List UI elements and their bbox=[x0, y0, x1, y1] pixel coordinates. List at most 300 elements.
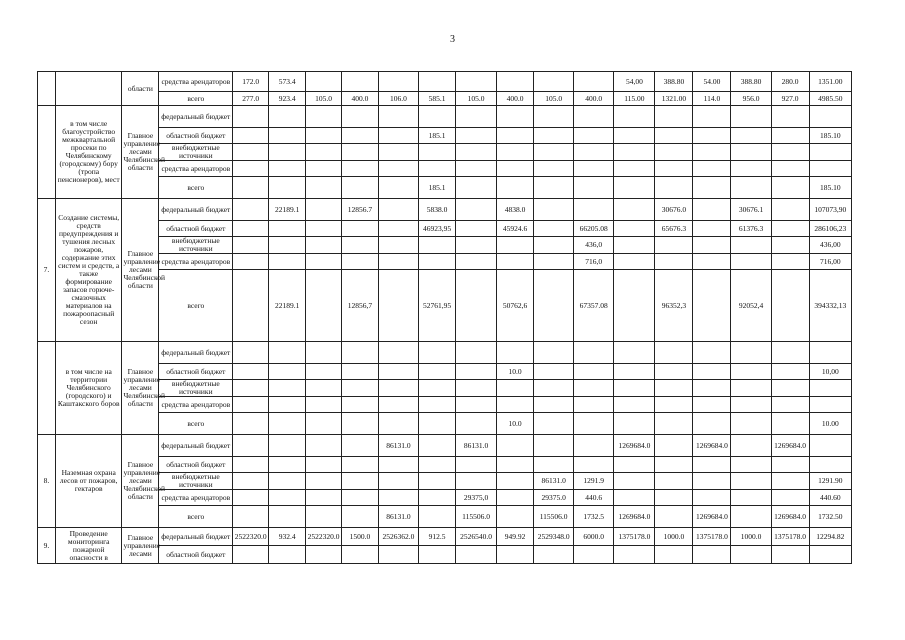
value-cell bbox=[771, 270, 809, 342]
value-cell bbox=[771, 490, 809, 506]
value-cell bbox=[574, 177, 614, 199]
value-cell bbox=[574, 106, 614, 128]
value-cell bbox=[534, 161, 574, 177]
funding-source-cell: всего bbox=[159, 92, 233, 106]
value-cell bbox=[233, 161, 269, 177]
funding-source-cell: внебюджетные источники bbox=[159, 237, 233, 254]
value-cell bbox=[455, 254, 496, 270]
value-cell bbox=[731, 177, 771, 199]
value-cell bbox=[497, 106, 534, 128]
value-cell: 585.1 bbox=[419, 92, 456, 106]
value-cell bbox=[693, 270, 731, 342]
value-cell bbox=[534, 457, 574, 473]
value-cell bbox=[574, 342, 614, 364]
value-cell bbox=[534, 435, 574, 457]
value-cell: 4838.0 bbox=[497, 199, 534, 221]
value-cell: 10.0 bbox=[497, 364, 534, 380]
value-cell: 1375178.0 bbox=[693, 528, 731, 546]
value-cell bbox=[306, 270, 342, 342]
value-cell bbox=[341, 128, 378, 144]
table-row bbox=[38, 237, 852, 254]
value-cell bbox=[455, 473, 496, 490]
value-cell bbox=[534, 106, 574, 128]
value-cell bbox=[497, 342, 534, 364]
value-cell bbox=[455, 72, 496, 92]
value-cell: 172.0 bbox=[233, 72, 269, 92]
value-cell bbox=[771, 457, 809, 473]
value-cell: 66205.08 bbox=[574, 221, 614, 237]
value-cell bbox=[306, 457, 342, 473]
value-cell bbox=[455, 106, 496, 128]
value-cell: 1269684.0 bbox=[693, 435, 731, 457]
table-row bbox=[38, 528, 852, 546]
value-cell bbox=[269, 457, 306, 473]
value-cell bbox=[574, 546, 614, 564]
value-cell: 115506.0 bbox=[534, 506, 574, 528]
value-cell bbox=[809, 144, 851, 161]
value-cell: 956.0 bbox=[731, 92, 771, 106]
value-cell: 1291.90 bbox=[809, 473, 851, 490]
value-cell: 22189.1 bbox=[269, 270, 306, 342]
value-cell: 114.0 bbox=[693, 92, 731, 106]
value-cell bbox=[614, 397, 655, 413]
value-cell bbox=[455, 128, 496, 144]
value-cell: 2529348.0 bbox=[534, 528, 574, 546]
value-cell: 1375178.0 bbox=[614, 528, 655, 546]
funding-source-cell: средства арендаторов bbox=[159, 490, 233, 506]
value-cell bbox=[419, 144, 456, 161]
value-cell bbox=[233, 506, 269, 528]
value-cell bbox=[378, 546, 418, 564]
value-cell bbox=[809, 397, 851, 413]
value-cell bbox=[655, 546, 693, 564]
value-cell bbox=[731, 237, 771, 254]
value-cell bbox=[455, 380, 496, 397]
value-cell bbox=[731, 397, 771, 413]
item-number-cell: 9. bbox=[38, 528, 56, 564]
value-cell bbox=[306, 506, 342, 528]
value-cell bbox=[809, 106, 851, 128]
value-cell: 5838.0 bbox=[419, 199, 456, 221]
value-cell bbox=[341, 144, 378, 161]
value-cell: 106.0 bbox=[378, 92, 418, 106]
value-cell bbox=[655, 473, 693, 490]
value-cell bbox=[269, 506, 306, 528]
executor-cell: Главное управление лесами bbox=[122, 528, 159, 564]
value-cell bbox=[771, 161, 809, 177]
value-cell bbox=[731, 342, 771, 364]
value-cell bbox=[497, 490, 534, 506]
value-cell bbox=[269, 237, 306, 254]
value-cell bbox=[534, 342, 574, 364]
value-cell bbox=[233, 397, 269, 413]
value-cell bbox=[497, 161, 534, 177]
value-cell bbox=[771, 364, 809, 380]
value-cell bbox=[574, 435, 614, 457]
value-cell: 54,00 bbox=[614, 72, 655, 92]
value-cell: 927.0 bbox=[771, 92, 809, 106]
value-cell: 10,00 bbox=[809, 364, 851, 380]
value-cell bbox=[419, 380, 456, 397]
value-cell bbox=[269, 473, 306, 490]
value-cell bbox=[233, 490, 269, 506]
table-row bbox=[38, 177, 852, 199]
value-cell: 65676.3 bbox=[655, 221, 693, 237]
value-cell bbox=[809, 457, 851, 473]
value-cell bbox=[233, 106, 269, 128]
value-cell bbox=[771, 128, 809, 144]
value-cell bbox=[419, 72, 456, 92]
budget-table bbox=[37, 71, 852, 564]
value-cell bbox=[419, 106, 456, 128]
value-cell: 67357.08 bbox=[574, 270, 614, 342]
value-cell: 86131.0 bbox=[455, 435, 496, 457]
value-cell bbox=[731, 161, 771, 177]
value-cell: 1375178.0 bbox=[771, 528, 809, 546]
value-cell: 440.60 bbox=[809, 490, 851, 506]
value-cell bbox=[341, 413, 378, 435]
value-cell bbox=[378, 457, 418, 473]
value-cell bbox=[497, 506, 534, 528]
table-row bbox=[38, 342, 852, 364]
funding-source-cell: федеральный бюджет bbox=[159, 106, 233, 128]
value-cell bbox=[534, 128, 574, 144]
value-cell bbox=[693, 342, 731, 364]
executor-cell: Главное управление лесами Челябинской области bbox=[122, 342, 159, 435]
value-cell bbox=[269, 413, 306, 435]
value-cell: 2522320.0 bbox=[306, 528, 342, 546]
value-cell bbox=[378, 106, 418, 128]
value-cell: 12294.82 bbox=[809, 528, 851, 546]
item-number-cell bbox=[38, 342, 56, 435]
value-cell bbox=[378, 177, 418, 199]
value-cell: 1000.0 bbox=[655, 528, 693, 546]
value-cell: 440.6 bbox=[574, 490, 614, 506]
value-cell: 4985.50 bbox=[809, 92, 851, 106]
value-cell bbox=[497, 237, 534, 254]
value-cell bbox=[809, 342, 851, 364]
value-cell bbox=[341, 546, 378, 564]
value-cell bbox=[534, 413, 574, 435]
value-cell: 1500.0 bbox=[341, 528, 378, 546]
measure-name-cell bbox=[55, 72, 122, 106]
value-cell bbox=[455, 199, 496, 221]
value-cell: 45924.6 bbox=[497, 221, 534, 237]
value-cell bbox=[233, 237, 269, 254]
value-cell bbox=[269, 177, 306, 199]
value-cell bbox=[574, 128, 614, 144]
value-cell bbox=[614, 221, 655, 237]
value-cell bbox=[614, 413, 655, 435]
value-cell: 29375.0 bbox=[534, 490, 574, 506]
value-cell bbox=[693, 237, 731, 254]
value-cell bbox=[233, 221, 269, 237]
funding-source-cell: всего bbox=[159, 270, 233, 342]
value-cell bbox=[419, 364, 456, 380]
value-cell bbox=[378, 221, 418, 237]
value-cell bbox=[655, 413, 693, 435]
value-cell: 1000.0 bbox=[731, 528, 771, 546]
value-cell bbox=[455, 161, 496, 177]
value-cell bbox=[233, 546, 269, 564]
value-cell bbox=[655, 435, 693, 457]
value-cell bbox=[455, 177, 496, 199]
value-cell bbox=[614, 128, 655, 144]
value-cell bbox=[269, 490, 306, 506]
value-cell bbox=[693, 364, 731, 380]
value-cell: 54.00 bbox=[693, 72, 731, 92]
value-cell bbox=[655, 490, 693, 506]
funding-source-cell: федеральный бюджет bbox=[159, 342, 233, 364]
value-cell bbox=[306, 413, 342, 435]
value-cell bbox=[497, 177, 534, 199]
value-cell: 2526362.0 bbox=[378, 528, 418, 546]
value-cell bbox=[614, 364, 655, 380]
value-cell: 105.0 bbox=[534, 92, 574, 106]
value-cell bbox=[655, 254, 693, 270]
value-cell bbox=[419, 237, 456, 254]
value-cell bbox=[306, 128, 342, 144]
value-cell bbox=[655, 106, 693, 128]
value-cell: 86131.0 bbox=[378, 506, 418, 528]
value-cell bbox=[306, 490, 342, 506]
value-cell bbox=[655, 128, 693, 144]
value-cell bbox=[771, 546, 809, 564]
value-cell bbox=[655, 177, 693, 199]
value-cell bbox=[306, 221, 342, 237]
value-cell bbox=[455, 270, 496, 342]
value-cell bbox=[771, 106, 809, 128]
value-cell bbox=[306, 364, 342, 380]
page-number: 3 bbox=[450, 34, 455, 45]
measure-name-cell: Проведение мониторинга пожарной опасности в bbox=[55, 528, 122, 564]
value-cell bbox=[419, 473, 456, 490]
value-cell: 96352,3 bbox=[655, 270, 693, 342]
value-cell bbox=[378, 144, 418, 161]
value-cell: 12856.7 bbox=[341, 199, 378, 221]
value-cell bbox=[614, 199, 655, 221]
value-cell bbox=[614, 490, 655, 506]
value-cell bbox=[731, 473, 771, 490]
value-cell bbox=[419, 413, 456, 435]
value-cell bbox=[341, 254, 378, 270]
value-cell bbox=[497, 254, 534, 270]
value-cell: 10.0 bbox=[497, 413, 534, 435]
value-cell bbox=[497, 72, 534, 92]
value-cell bbox=[269, 254, 306, 270]
value-cell bbox=[269, 144, 306, 161]
value-cell bbox=[419, 490, 456, 506]
value-cell bbox=[731, 506, 771, 528]
value-cell bbox=[269, 221, 306, 237]
value-cell bbox=[341, 342, 378, 364]
value-cell bbox=[497, 435, 534, 457]
value-cell bbox=[378, 128, 418, 144]
value-cell bbox=[693, 177, 731, 199]
value-cell bbox=[455, 413, 496, 435]
funding-source-cell: федеральный бюджет bbox=[159, 528, 233, 546]
measure-name-cell: Наземная охрана лесов от пожаров, гектаров bbox=[55, 435, 122, 528]
value-cell: 949.92 bbox=[497, 528, 534, 546]
value-cell bbox=[306, 380, 342, 397]
value-cell: 185.1 bbox=[419, 128, 456, 144]
funding-source-cell: всего bbox=[159, 177, 233, 199]
value-cell bbox=[341, 72, 378, 92]
value-cell bbox=[574, 144, 614, 161]
value-cell bbox=[731, 380, 771, 397]
value-cell bbox=[419, 397, 456, 413]
value-cell: 46923,95 bbox=[419, 221, 456, 237]
funding-source-cell: средства арендаторов bbox=[159, 254, 233, 270]
value-cell bbox=[731, 435, 771, 457]
value-cell bbox=[233, 435, 269, 457]
value-cell bbox=[341, 161, 378, 177]
value-cell bbox=[306, 342, 342, 364]
value-cell bbox=[341, 221, 378, 237]
executor-cell: Главное управление лесами Челябинской области bbox=[122, 435, 159, 528]
value-cell bbox=[655, 342, 693, 364]
value-cell bbox=[497, 457, 534, 473]
value-cell: 105.0 bbox=[455, 92, 496, 106]
value-cell: 388.80 bbox=[731, 72, 771, 92]
funding-source-cell: всего bbox=[159, 413, 233, 435]
value-cell: 400.0 bbox=[574, 92, 614, 106]
value-cell: 2522320.0 bbox=[233, 528, 269, 546]
value-cell bbox=[341, 473, 378, 490]
value-cell bbox=[534, 397, 574, 413]
value-cell: 573.4 bbox=[269, 72, 306, 92]
table-row bbox=[38, 221, 852, 237]
value-cell bbox=[341, 435, 378, 457]
value-cell bbox=[497, 380, 534, 397]
value-cell bbox=[731, 546, 771, 564]
value-cell bbox=[771, 177, 809, 199]
value-cell bbox=[378, 199, 418, 221]
value-cell bbox=[771, 342, 809, 364]
value-cell: 86131.0 bbox=[534, 473, 574, 490]
value-cell bbox=[378, 270, 418, 342]
value-cell bbox=[455, 364, 496, 380]
value-cell bbox=[771, 254, 809, 270]
value-cell bbox=[378, 397, 418, 413]
value-cell: 92052,4 bbox=[731, 270, 771, 342]
value-cell bbox=[419, 506, 456, 528]
value-cell bbox=[574, 413, 614, 435]
value-cell bbox=[233, 199, 269, 221]
value-cell bbox=[614, 342, 655, 364]
value-cell bbox=[306, 144, 342, 161]
value-cell bbox=[771, 199, 809, 221]
value-cell: 280.0 bbox=[771, 72, 809, 92]
funding-source-cell: всего bbox=[159, 506, 233, 528]
funding-source-cell: областной бюджет bbox=[159, 221, 233, 237]
value-cell bbox=[306, 546, 342, 564]
measure-name-cell: Создание системы, средств предупреждения и тушения лесных пожаров, содержание этих систем и средств, а также формирование запасов горюче-смазочных материалов на пожароопасный сезон bbox=[55, 199, 122, 342]
value-cell bbox=[341, 490, 378, 506]
value-cell bbox=[378, 237, 418, 254]
funding-source-cell: средства арендаторов bbox=[159, 161, 233, 177]
value-cell bbox=[809, 380, 851, 397]
value-cell bbox=[771, 380, 809, 397]
value-cell bbox=[497, 128, 534, 144]
value-cell bbox=[233, 364, 269, 380]
value-cell bbox=[269, 106, 306, 128]
value-cell bbox=[269, 435, 306, 457]
value-cell bbox=[269, 342, 306, 364]
value-cell bbox=[731, 254, 771, 270]
funding-source-cell: средства арендаторов bbox=[159, 397, 233, 413]
value-cell bbox=[269, 161, 306, 177]
value-cell bbox=[378, 413, 418, 435]
measure-name-cell: в том числе благоустройство межквартальной просеки по Челябинскому (городскому) бору (тропа пенсионеров), мест bbox=[55, 106, 122, 199]
value-cell bbox=[306, 199, 342, 221]
value-cell bbox=[378, 490, 418, 506]
table-row bbox=[38, 72, 852, 92]
value-cell bbox=[574, 397, 614, 413]
item-number-cell bbox=[38, 72, 56, 106]
value-cell bbox=[419, 342, 456, 364]
value-cell bbox=[497, 397, 534, 413]
value-cell bbox=[809, 546, 851, 564]
value-cell bbox=[341, 380, 378, 397]
value-cell: 1269684.0 bbox=[771, 506, 809, 528]
value-cell bbox=[731, 364, 771, 380]
value-cell bbox=[341, 397, 378, 413]
value-cell bbox=[455, 221, 496, 237]
value-cell bbox=[233, 457, 269, 473]
table-row bbox=[38, 506, 852, 528]
value-cell bbox=[455, 144, 496, 161]
value-cell bbox=[269, 364, 306, 380]
value-cell bbox=[233, 270, 269, 342]
table-row bbox=[38, 413, 852, 435]
value-cell bbox=[341, 506, 378, 528]
value-cell bbox=[306, 473, 342, 490]
value-cell bbox=[306, 254, 342, 270]
value-cell bbox=[455, 546, 496, 564]
value-cell bbox=[306, 161, 342, 177]
value-cell: 1351.00 bbox=[809, 72, 851, 92]
value-cell: 6000.0 bbox=[574, 528, 614, 546]
value-cell bbox=[693, 413, 731, 435]
value-cell: 1291.9 bbox=[574, 473, 614, 490]
value-cell bbox=[574, 364, 614, 380]
value-cell bbox=[614, 254, 655, 270]
value-cell bbox=[614, 546, 655, 564]
value-cell bbox=[693, 106, 731, 128]
value-cell: 1269684.0 bbox=[614, 435, 655, 457]
value-cell: 1732.50 bbox=[809, 506, 851, 528]
value-cell bbox=[771, 144, 809, 161]
value-cell bbox=[341, 177, 378, 199]
value-cell: 1321.00 bbox=[655, 92, 693, 106]
value-cell bbox=[655, 161, 693, 177]
value-cell bbox=[614, 177, 655, 199]
value-cell: 436,00 bbox=[809, 237, 851, 254]
value-cell: 286106,23 bbox=[809, 221, 851, 237]
value-cell: 50762,6 bbox=[497, 270, 534, 342]
value-cell: 394332,13 bbox=[809, 270, 851, 342]
value-cell bbox=[306, 106, 342, 128]
value-cell bbox=[534, 254, 574, 270]
value-cell: 10.00 bbox=[809, 413, 851, 435]
value-cell bbox=[771, 221, 809, 237]
value-cell: 436,0 bbox=[574, 237, 614, 254]
value-cell bbox=[655, 144, 693, 161]
value-cell bbox=[655, 237, 693, 254]
value-cell bbox=[534, 270, 574, 342]
value-cell bbox=[378, 380, 418, 397]
